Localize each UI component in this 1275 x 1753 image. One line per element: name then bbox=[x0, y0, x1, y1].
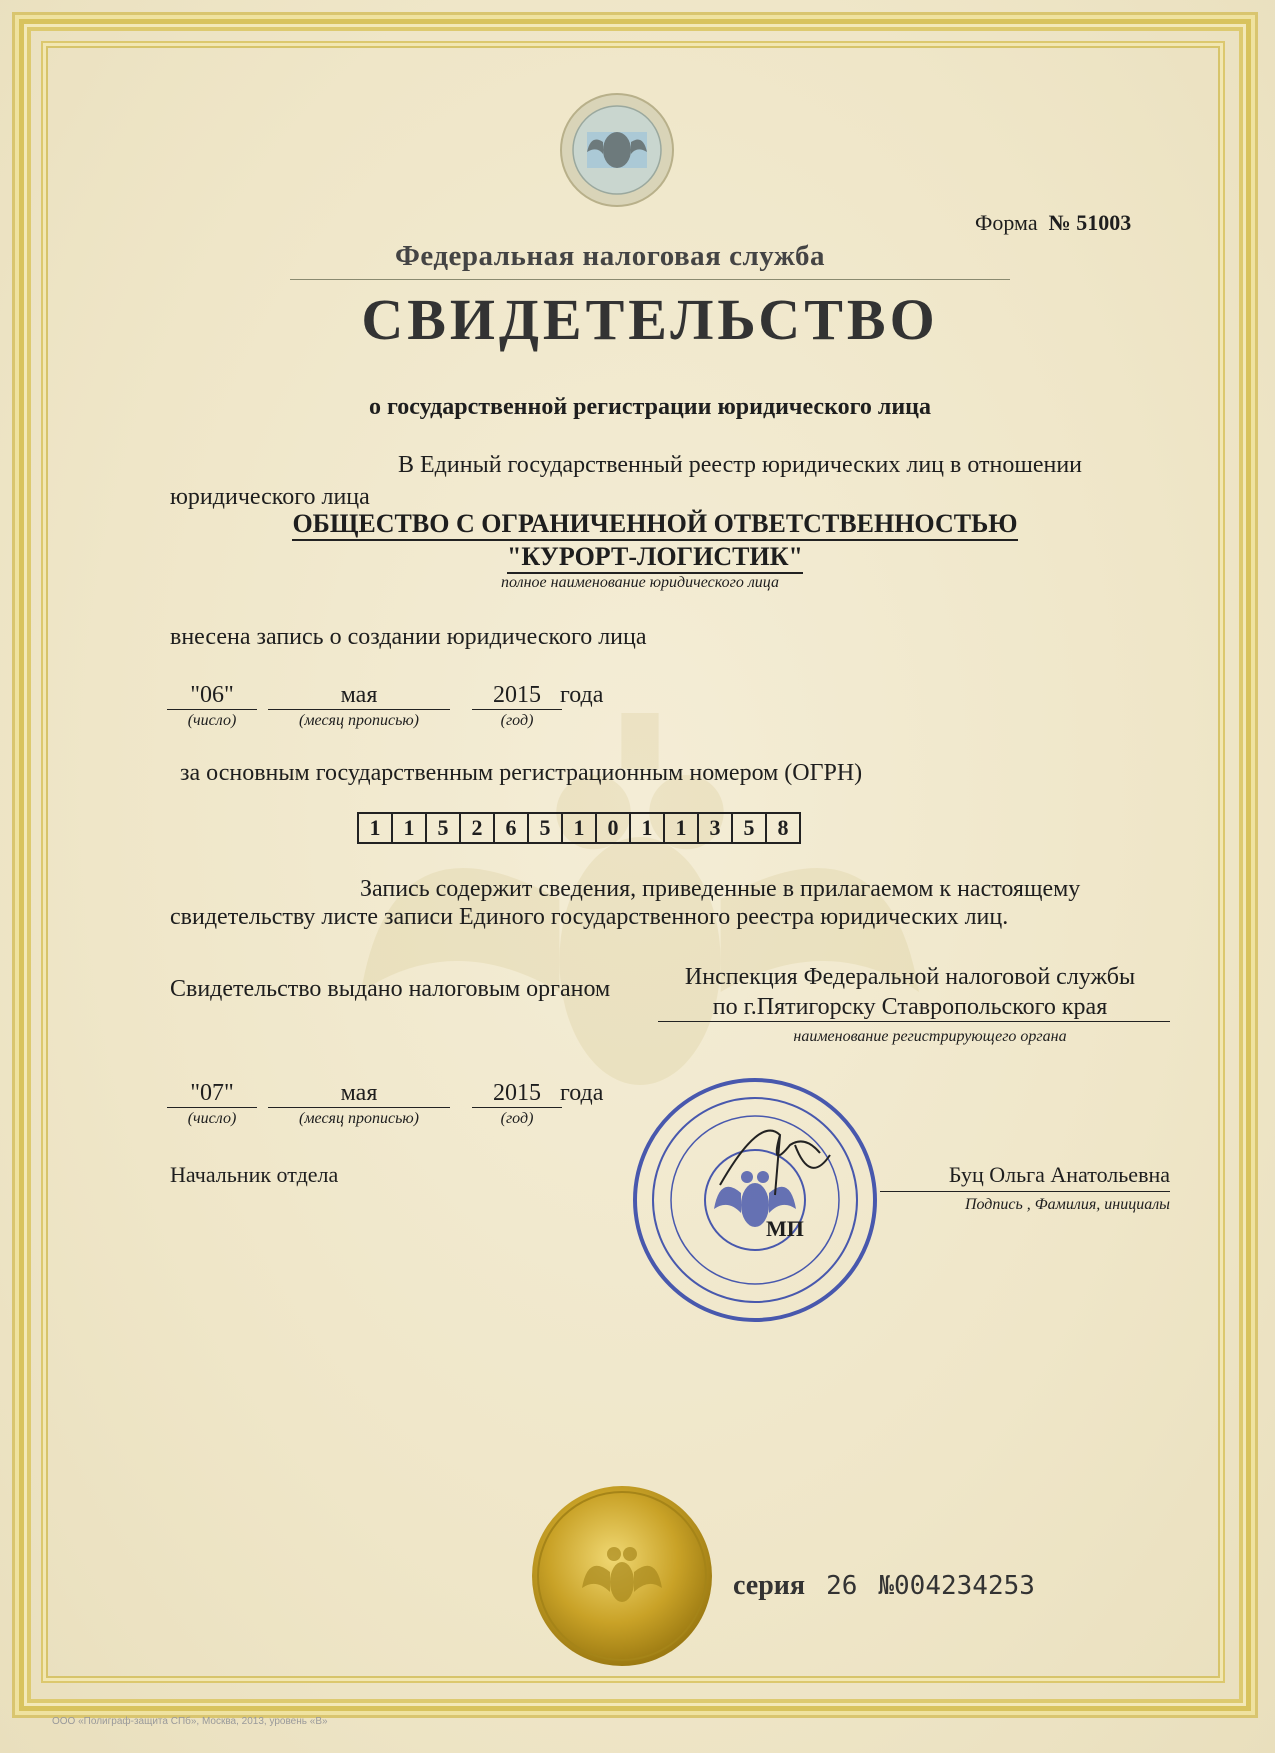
entry-day: "06" bbox=[167, 682, 257, 710]
authority-underline bbox=[658, 1021, 1170, 1022]
document-number: №004234253 bbox=[878, 1571, 1035, 1601]
authority-line1: Инспекция Федеральной налоговой службы bbox=[684, 964, 1136, 990]
record-text-line2: свидетельству листе записи Единого государственного реестра юридических лиц. bbox=[170, 904, 1009, 930]
ogrn-digit: 1 bbox=[665, 814, 699, 842]
ogrn-number bbox=[357, 812, 801, 844]
printer-note: ООО «Полиграф-защита СПб», Москва, 2013, уровень «В» bbox=[52, 1716, 328, 1727]
month-hint: (месяц прописью) bbox=[299, 712, 419, 729]
authority-hint: наименование регистрирующего органа bbox=[793, 1028, 1067, 1045]
day-hint: (число) bbox=[187, 712, 237, 729]
issuer-name: Федеральная налоговая служба bbox=[394, 240, 826, 272]
ogrn-digit: 1 bbox=[563, 814, 597, 842]
issue-day: "07" bbox=[167, 1080, 257, 1108]
entry-year: 2015 bbox=[472, 682, 562, 710]
hologram-emblem-icon bbox=[547, 90, 687, 210]
org-name-line1: ОБЩЕСТВО С ОГРАНИЧЕННОЙ ОТВЕТСТВЕННОСТЬЮ bbox=[292, 508, 1017, 541]
gold-seal-icon bbox=[530, 1484, 715, 1669]
intro-text-line2: юридического лица bbox=[170, 484, 370, 510]
signer-hint: Подпись , Фамилия, инициалы bbox=[964, 1196, 1170, 1213]
divider bbox=[290, 279, 1010, 280]
signer-name: Буц Ольга Анатольевна bbox=[948, 1162, 1170, 1187]
signature-underline bbox=[880, 1191, 1170, 1192]
ogrn-digit: 3 bbox=[699, 814, 733, 842]
ogrn-digit: 6 bbox=[495, 814, 529, 842]
seal-place-label: МП bbox=[766, 1216, 804, 1241]
issue-year: 2015 bbox=[472, 1080, 562, 1108]
org-name-hint: полное наименование юридического лица bbox=[501, 574, 779, 591]
series-number bbox=[733, 1570, 1035, 1602]
signer-position: Начальник отдела bbox=[170, 1162, 339, 1187]
org-name-line2: "КУРОРТ-ЛОГИСТИК" bbox=[507, 541, 803, 574]
entry-year-suffix: года bbox=[560, 682, 604, 708]
intro-text-line1: В Единый государственный реестр юридических лиц в отношении bbox=[398, 452, 1083, 478]
ogrn-digit: 0 bbox=[597, 814, 631, 842]
ogrn-digit: 1 bbox=[631, 814, 665, 842]
issued-by-label: Свидетельство выдано налоговым органом bbox=[170, 976, 611, 1002]
issue-year-suffix: года bbox=[560, 1080, 604, 1106]
issue-month: мая bbox=[268, 1080, 450, 1108]
series-code: 26 bbox=[826, 1571, 858, 1601]
ogrn-digit: 2 bbox=[461, 814, 495, 842]
registering-authority bbox=[650, 962, 1170, 1022]
ogrn-digit: 5 bbox=[733, 814, 767, 842]
ogrn-digit: 1 bbox=[359, 814, 393, 842]
ogrn-digit: 8 bbox=[777, 815, 789, 840]
entry-month: мая bbox=[268, 682, 450, 710]
ogrn-label: за основным государственным регистрационным номером (ОГРН) bbox=[180, 760, 863, 786]
ogrn-digit: 5 bbox=[427, 814, 461, 842]
authority-line2: по г.Пятигорску Ставропольского края bbox=[712, 994, 1108, 1020]
organization-name bbox=[260, 508, 1050, 574]
record-text-line1: Запись содержит сведения, приведенные в прилагаемом к настоящему bbox=[360, 876, 1081, 902]
issue-month-hint: (месяц прописью) bbox=[299, 1110, 419, 1127]
document-title: СВИДЕТЕЛЬСТВО bbox=[361, 287, 939, 352]
document-subtitle: о государственной регистрации юридического лица bbox=[369, 394, 931, 420]
issue-year-hint: (год) bbox=[500, 1110, 534, 1127]
year-hint: (год) bbox=[500, 712, 534, 729]
ogrn-digit: 5 bbox=[529, 814, 563, 842]
issue-day-hint: (число) bbox=[187, 1110, 237, 1127]
entry-text: внесена запись о создании юридического лица bbox=[170, 624, 647, 650]
series-label: серия bbox=[733, 1570, 806, 1601]
ogrn-digit: 1 bbox=[393, 814, 427, 842]
official-stamp-icon bbox=[630, 1075, 880, 1325]
form-number: Форма № 51003 bbox=[975, 210, 1132, 235]
